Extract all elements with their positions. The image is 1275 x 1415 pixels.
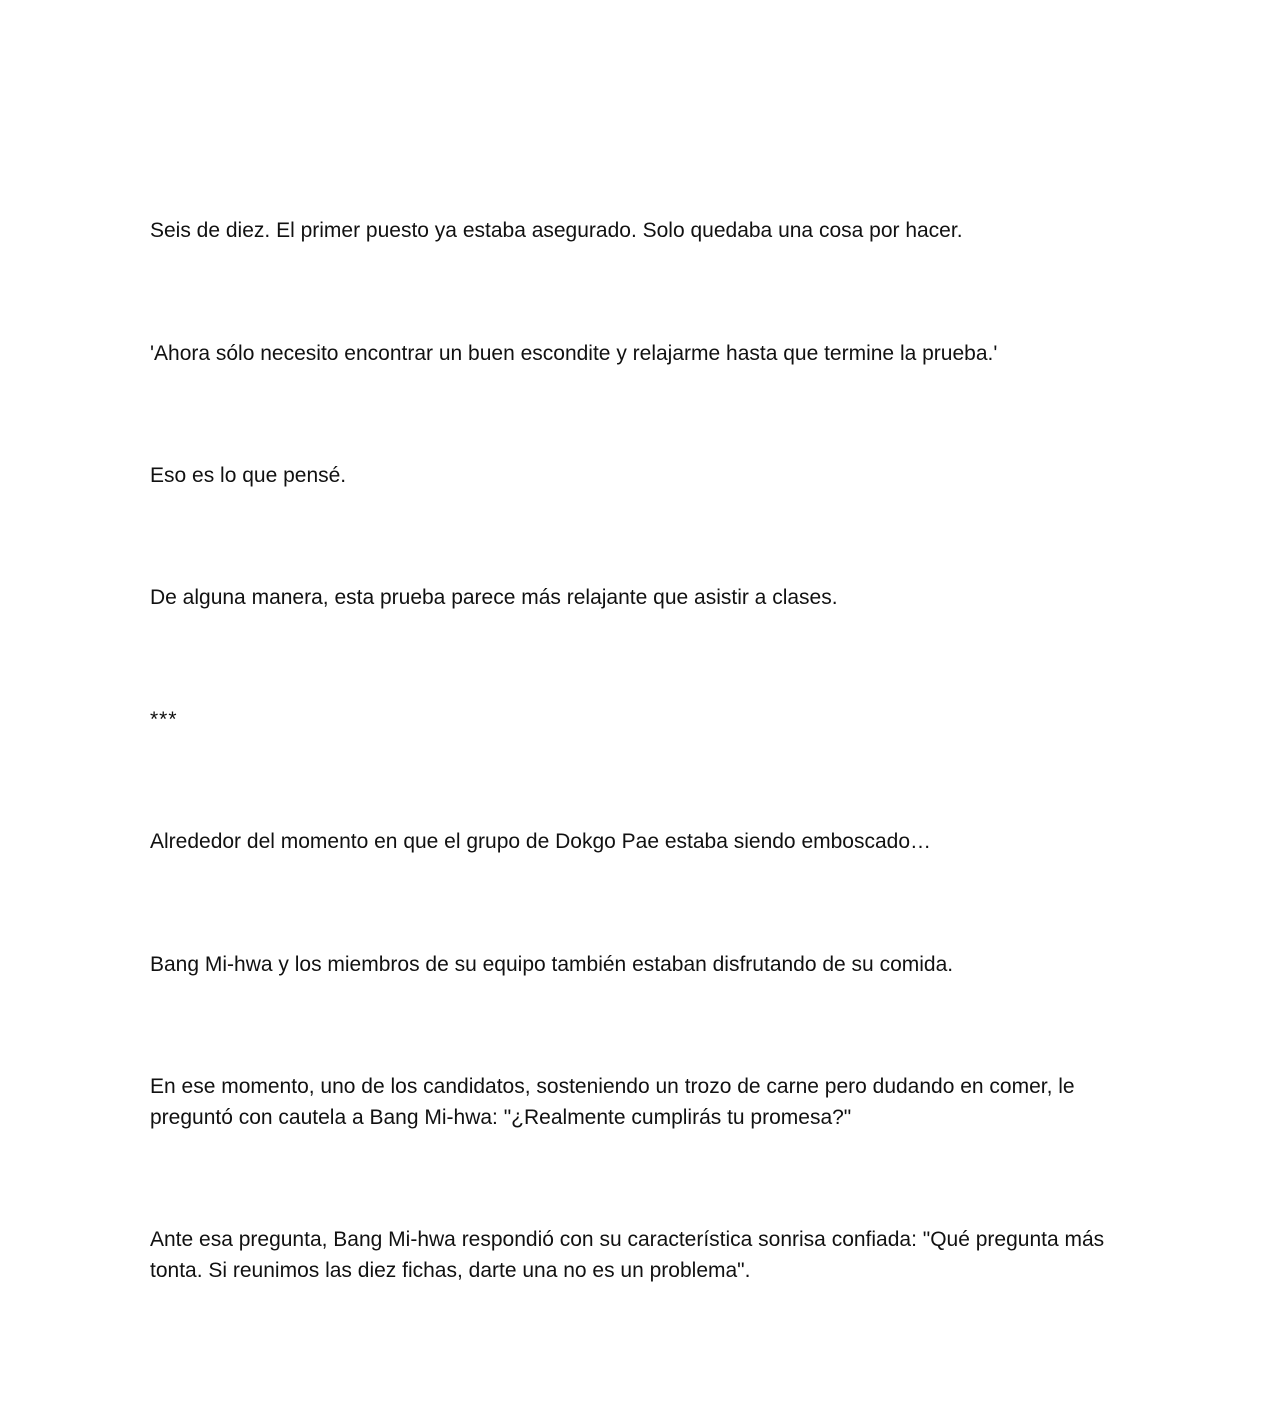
paragraph: De alguna manera, esta prueba parece más relajante que asistir a clases. xyxy=(150,586,838,609)
paragraph: 'Ahora sólo necesito encontrar un buen escondite y relajarme hasta que termine la prueba.' xyxy=(150,342,998,365)
scene-break: *** xyxy=(150,708,178,731)
paragraph: Eso es lo que pensé. xyxy=(150,464,347,487)
paragraph: Alrededor del momento en que el grupo de Dokgo Pae estaba siendo emboscado… xyxy=(150,830,932,853)
paragraph: Ante esa pregunta, Bang Mi-hwa respondió con su característica sonrisa confiada: "Qué pregunta más tonta. Si reunimos las diez fichas, darte una no es un problema". xyxy=(150,1228,1105,1282)
paragraph: Seis de diez. El primer puesto ya estaba asegurado. Solo quedaba una cosa por hacer. xyxy=(150,219,963,242)
paragraph: En ese momento, uno de los candidatos, sosteniendo un trozo de carne pero dudando en comer, le preguntó con cautela a Bang Mi-hwa: "¿Realmente cumplirás tu promesa?" xyxy=(150,1075,1075,1129)
paragraph: Bang Mi-hwa y los miembros de su equipo también estaban disfrutando de su comida. xyxy=(150,953,954,976)
